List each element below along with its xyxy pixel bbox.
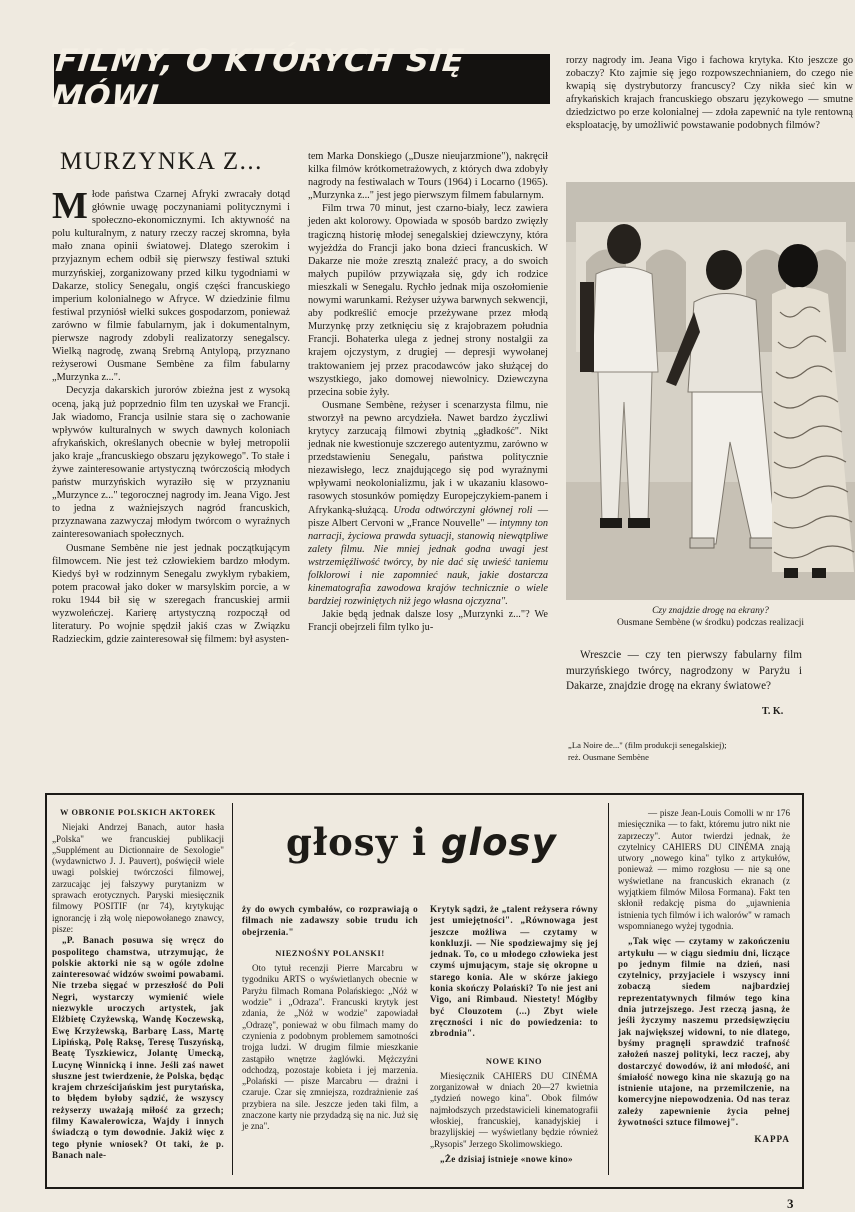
- glosy-column-2: [242, 904, 418, 1133]
- section-heading: NIEZNOŚNY POLANSKI!: [275, 948, 385, 958]
- column-divider: [232, 803, 233, 1175]
- glosy-paragraph: Oto tytuł recenzji Pierre Marcabru w tygodniku ARTS o wyświetlanych obecnie w Paryżu filmach Romana Polańskiego: „Nóż w wodzie" i „Odraza". Francuski krytyk jest zdania, że „Nóż w wodzie" zapowiadał „Odrazę", ponieważ w obu filmach mamy do czynienia z podobnym problemem samotności trojga ludzi. W drugim filmie mieszkanie zastąpiło wnętrze żaglówki. Mężczyźni odchodzą, pozostaje kobieta i jej marzenia. „Polański — pisze Marcabru — drażni i czaruje. Czar się zmniejsza, rozdrażnienie zaś przybiera na sile. Jeszcze jeden taki film, a znaczone karty nie przydadzą się na nic. Już się je zna".: [242, 963, 418, 1132]
- article-paragraph: rorzy nagrody im. Jeana Vigo i fachowa krytyka. Kto jeszcze go zobaczy? Kto zajmie się jego rozpowszechnianiem, do czego nie kwapią się dystrybutorzy francuscy? Czy nikła sieć kin w afrykańskich krajach francuskiego obszaru językowego — smutne dziedzictwo po erze kolonialnej — zdoła zapewnić na tyle rentowną eksploatację, by umożliwić powstawanie podobnych filmów?: [566, 55, 853, 132]
- article-column-1: [52, 185, 290, 646]
- photo-illustration: [566, 182, 855, 600]
- glosy-column-3: [430, 904, 598, 1165]
- section-heading: W OBRONIE POLSKICH AKTOREK: [59, 808, 217, 817]
- glosy-column-4: [618, 808, 790, 1146]
- drop-cap: M: [52, 185, 88, 227]
- footnote: [568, 740, 804, 763]
- banner-title: FILMY, O KTÓRYCH SIĘ MÓWI: [50, 43, 467, 115]
- article-paragraph: Młode państwa Czarnej Afryki zwracały dotąd głównie uwagę poczynaniami politycznymi i społeczno-ekonomicznymi. Ich aktywność na polu kulturalnym, z natury rzeczy raczej skromna, była mało znana opinii światowej. Dlatego szerokim i przyjaznym echem odbił się pierwszy festiwal sztuki murzyńskiej, zorganizowany przed kilku tygodniami w Dakarze, stolicy Senegalu, ongiś części francuskiego imperium kolonialnego w Afryce. W dziedzinie filmu festiwal przyniósł wielki sukces gospodarzom, ponieważ zarówno w filmie fabularnym, jak i dokumentalnym, pierwsze nagrody zdobyli realizatorzy senegalscy. Wielką nagrodę, zwaną Srebrną Antylopą, przyznano reżyserowi Ousmane Sembène za film fabularny „Murzynka z...".: [52, 185, 290, 384]
- article-column-3-bottom: [566, 648, 802, 695]
- article-paragraph: Wreszcie — czy ten pierwszy fabularny film murzyńskiego twórcy, nagrodzony w Paryżu i Dakarze, znajdzie drogę na ekrany światowe?: [566, 649, 802, 692]
- glosy-title: [286, 820, 557, 864]
- glosy-paragraph: Niejaki Andrzej Banach, autor hasła „Polska" we francuskiej publikacji „Supplément au Dictionnaire de Sexologie" (wydawnictwo J. J. Pauvert), poświęcił wiele uwagi polskiej twórczości filmowej, zarzucając jej fałszywy purytanizm w sprawach erotycznych. Paryski miesięcznik filmowy POSITIF (nr 74), krytykując ignorancję i złą wolę niepowołanego znawcy, pisze:: [52, 822, 224, 934]
- article-paragraph: Film trwa 70 minut, jest czarno-biały, lecz zawiera jeden akt kolorowy. Opowiada w sposób bardzo zwięzły tragiczną historię młodej senegalskiej dziewczyny, która wyjeżdża do Francji jako bona dzieci francuskich. W Dakarze nie może zresztą znaleźć pracy, a do swoich małych pupilów przywiązała się, gdy ich rodzice mieszkali w Senegalu. Rychło jednak mija oszołomienie nowymi warunkami. Reżyser używa barwnych sekwencji, aby podkreślić emocje przeżywane przez młodą Murzynkę przy zetknięciu się z krajobrazem południa Francji. Bohaterka ulega z jednej strony nostalgii za krajem ojczystym, z drugiej — depresji wywołanej traktowaniem jej przez pracodawców jako służącej do wszystkiego, jako domowej niewolnicy. Dziewczyna przecina sobie żyły.: [308, 203, 548, 398]
- footnote-line: „La Noire de..." (film produkcji senegalskiej);: [568, 740, 727, 750]
- glosy-title-b: glosy: [440, 821, 557, 864]
- glosy-paragraph: ży do owych cymbałów, co rozprawiają o filmach nie zadawszy sobie trudu ich obejrzenia.": [242, 904, 418, 937]
- glosy-paragraph: — pisze Jean-Louis Comolli w nr 176 miesięcznika — to fakt, któremu jutro nikt nie zaprzeczy". Autor twierdzi jednak, że czytelnicy CAHIERS DU CINÉMA znają utwory „nowego kina" tylko z artykułów, ponieważ — mimo rozgłosu — nie są one wyświetlane na francuskich ekranach (z wyjątkiem filmów Milosa Formana). Fakt ten skłonił redakcję pisma do „ujawnienia istnienia tych filmów i ich walorów" w ramach wspomnianego wyżej tygodnia.: [618, 808, 790, 931]
- glosy-signature: KAPPA: [754, 1134, 790, 1145]
- glosy-paragraph: Krytyk sądzi, że „talent reżysera równy jest umiejętności". „Równowaga jest jeszcze możliwa — czytamy w konkluzji. — Nie spodziewajmy się jej jednak. To, co u młodego człowieka jest czymś ujmującym, staje się okropne u starego konia. Ale w skórze jakiego konia skończy Polański? To nie jest ani Vigo, ani Rimbaud. Niestety! Mógłby być Clouzotem (...) Zbyt wiele zręczności i nic do powiedzenia: to zbrodnia".: [430, 904, 598, 1039]
- column-divider: [608, 803, 609, 1175]
- article-column-3-top: [566, 54, 853, 133]
- article-signature: T. K.: [762, 706, 784, 717]
- article-headline: MURZYNKA Z...: [60, 148, 263, 175]
- section-banner: [50, 43, 550, 115]
- caption-credit: Ousmane Sembène (w środku) podczas realizacji: [616, 618, 805, 628]
- glosy-paragraph: „P. Banach posuwa się wręcz do pospolitego chamstwa, utrzymując, że polskie aktorki nie są w ogóle zdolne zainteresować widzów swoimi powabami. Nie trzeba sięgać w przeszłość do Poli Negri, wystarczy wymienić wiele niezwykle uroczych artystek, jak Elżbietę Czyżewską, Wandę Koczewską, Ewę Krzyżewską, Barbarę Lass, Martę Lipińską, Polę Raksę, Teresę Tuszyńską, Beatę Tyszkiewicz, Jolantę Umecką, Lucynę Winnicką i inne. Jeśli zaś nawet słuszne jest twierdzenie, że Polska, będąc krajem chrześcijańskim jest purytańska, to błędem byłoby sądzić, że wszyscy reżyserzy uważają miłość za grzech; filmy Kawalerowicza, Wajdy i innych świadczą o tym dowodnie. Jakiż więc z tego płynie wniosek? Ot taki, że p. Banach nale-: [52, 935, 224, 1160]
- glosy-column-1: [52, 804, 224, 1161]
- caption-title: Czy znajdzie drogę na ekrany?: [652, 606, 769, 616]
- article-paragraph: Jakie będą jednak dalsze losy „Murzynki z..."? We Francji obejrzeli film tylko ju-: [308, 609, 548, 634]
- page-number: 3: [787, 1196, 794, 1211]
- glosy-paragraph: Miesięcznik CAHIERS DU CINÉMA zorganizował w dniach 20—27 kwietnia „tydzień nowego kina". Obok filmów najmłodszych przedstawicieli kinematografii włoskiej, francuskiej, kanadyjskiej i brazylijskiej — wyświetlany będzie również „Rysopis" Jerzego Skolimowskiego.: [430, 1070, 598, 1149]
- article-paragraph: Ousmane Sembène nie jest jednak początkującym filmowcem. Nie jest też człowiekiem bardzo młodym. Kiedyś był w rodzinnym Senegalu zwykłym rybakiem, potem pracował jako doker w marsylskim porcie, a w roku 1944 bił się w szeregach francuskiej armii wyzwoleńczej. Karierę artystyczną rozpoczął od literatury. Po wojnie spędził jakiś czas w Związku Radzieckim, gdzie zainteresował się filmem: był asysten-: [52, 542, 290, 646]
- article-column-2: [308, 150, 548, 634]
- glosy-paragraph: „Tak więc — czytamy w zakończeniu artykułu — w ciągu siedmiu dni, liczące po jednym filmie na dzień, nasi czytelnicy, przyjaciele i wszyscy inni zobaczą siedem najbardziej reprezentatywnych filmów tego kina dnia jutrzejszego. Jest rzeczą jasną, że jeśli życzymy naszemu przedsięwzięciu jak największej widowni, to nie dlatego, byśmy pragnęli sprawdzić trafność założeń naszej polityki, lecz raczej, aby dostarczyć dowodów, iż ani młodość, ani śmiałość nowego kina nie skazują go na istnienie utajone, na przemilczenie, na komercyjne niepowodzenia. Od nas teraz zależy zapewnienie życia pełnej żywotności sztuce filmowej".: [618, 936, 790, 1128]
- quote-body: — intymny ton narracji, życiowa prawda sytuacji, stanowią niewątpliwe zalety filmu. Nie mniej jednak godna uwagi jest wstrzemięźliwość twórcy, by nie dać się uwieść taniemu folklorowi i nie zapomnieć nauk, jakie dostarcza kinematografia zawodowa krajów technicznie o wiele bardziej rozwiniętych niż jego własna ojczyzna".: [308, 517, 549, 608]
- glosy-title-a: głosy i: [286, 820, 428, 864]
- photo-caption: [566, 605, 855, 629]
- article-paragraph: Ousmane Sembène, reżyser i scenarzysta filmu, nie stworzył na pewno arcydzieła. Nawet bardzo życzliwi krytycy zarzucają filmowi zbytnią „gładkość". Nikt jednak nie kwestionuje szczerego autentyzmu, zarówno w przedstawieniu Senegalu, państwa politycznie niezawisłego, lecz znajdującego się pod wyraźnymi wpływami neokolonializmu, jak i w ukazaniu klasowo-rasowych stosunków pomiędzy Europejczykiem-panem i Afrykanką-służącą. Uroda odtwórczyni głównej roli — pisze Albert Cervoni w „France Nouvelle" — intymny ton narracji, życiowa prawda sytuacji, stanowią niewątpliwe zalety filmu. Nie mniej jednak godna uwagi jest wstrzemięźliwość twórcy, by nie dać się uwieść taniemu folklorowi i nie zapomnieć nauk, jakie dostarcza kinematografia zawodowa krajów technicznie o wiele bardziej rozwiniętych niż jego własna ojczyzna".: [308, 399, 549, 608]
- quote-lead: Uroda odtwórczyni głównej roli: [393, 504, 533, 516]
- article-paragraph: Decyzja dakarskich jurorów zbieżna jest z wysoką oceną, jaką już poprzednio film ten uzyskał we Francji. Jak wiadomo, Francja usilnie stara się o zachowanie wpływów kulturalnych w swych dawnych koloniach afrykańskich, określanych obecnie w byłej metropolii jako kraje „francuskiego obszaru językowego". To stałe i żywe zainteresowanie artystyczną twórczością młodych państw murzyńskich wyraziło się w przyznaniu „Murzynce z..." tegorocznej nagrody im. Jeana Vigo. Jest to jedna z ważniejszych nagród francuskich, przyznawana zazwyczaj młodym twórcom o wyraźnych zainteresowaniach społecznych.: [52, 385, 290, 541]
- glosy-paragraph: „Że dzisiaj istnieje «nowe kino»: [440, 1153, 573, 1164]
- film-still-photo: [566, 182, 855, 600]
- section-heading: NOWE KINO: [485, 1056, 543, 1066]
- footnote-line: reż. Ousmane Sembène: [568, 751, 649, 762]
- article-paragraph: tem Marka Donskiego („Dusze nieujarzmione"), nakręcił kilka filmów krótkometrażowych, z których dwa zdobyły nagrody na festiwalach w Tours (1964) i Locarno (1965). „Murzynka z..." jest jego pierwszym filmem fabularnym.: [308, 151, 548, 202]
